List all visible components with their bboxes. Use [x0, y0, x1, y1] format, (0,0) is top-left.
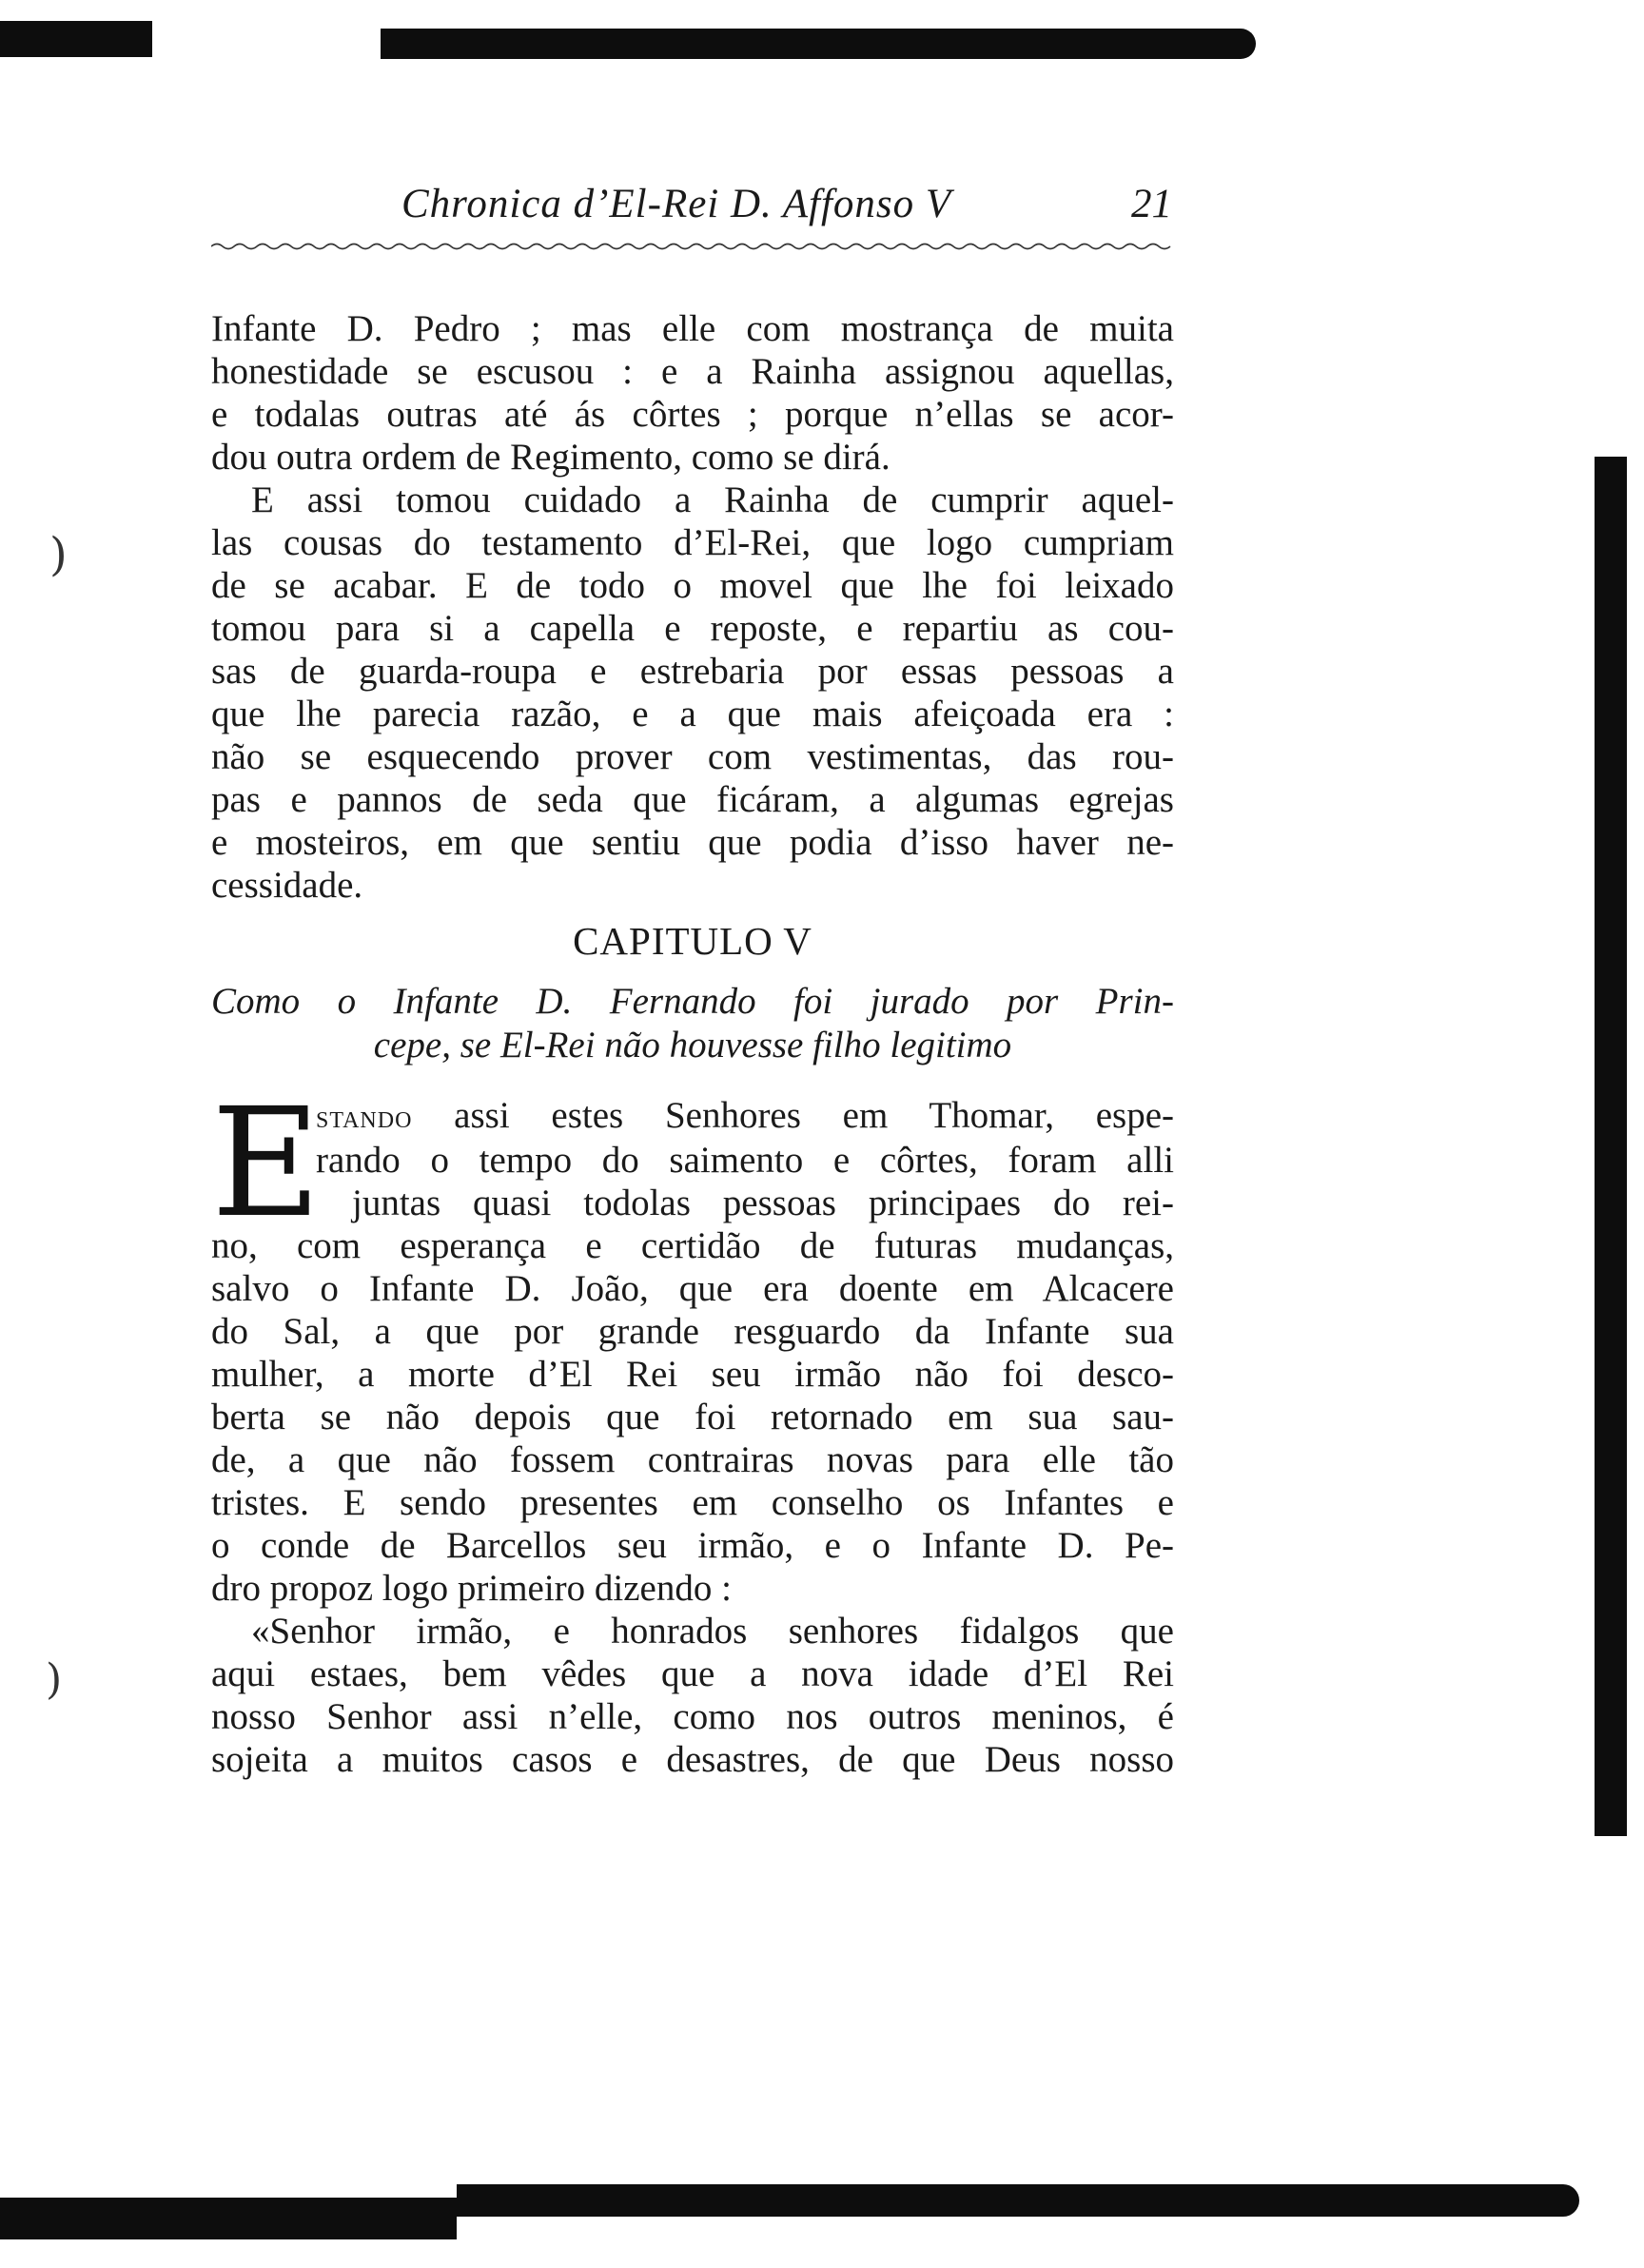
text-line: aqui estaes, bem vêdes que a nova idade d’El Rei	[211, 1653, 1174, 1694]
margin-mark: )	[49, 528, 68, 581]
text-line: o conde de Barcellos seu irmão, e o Infante D. Pe-	[211, 1525, 1174, 1566]
text-line: honestidade se escusou : e a Rainha assignou aquellas,	[211, 351, 1174, 392]
text-line: sas de guarda-roupa e estrebaria por essas pessoas a	[211, 651, 1174, 692]
wavy-rule	[211, 242, 1174, 251]
text-line: berta se não depois que foi retornado em sua sau-	[211, 1397, 1174, 1437]
text-line: sojeita a muitos casos e desastres, de que Deus nosso	[211, 1739, 1174, 1780]
text-line: E assi tomou cuidado a Rainha de cumprir aquel-	[251, 479, 1174, 520]
running-head	[211, 181, 1172, 238]
paragraph-1	[211, 307, 1174, 479]
text-line: juntas quasi todolas pessoas principaes do rei-	[352, 1183, 1174, 1223]
text-line: nosso Senhor assi n’elle, como nos outros meninos, é	[211, 1696, 1174, 1737]
text-line: pas e pannos de seda que ficáram, a algumas egrejas	[211, 779, 1174, 820]
text-line: não se esquecendo prover com vestimentas, das rou-	[211, 736, 1174, 777]
running-head-title: Chronica d’El-Rei D. Affonso V	[401, 182, 952, 226]
paragraph-3	[211, 1076, 1174, 1610]
text-line: rando o tempo do saimento e côrtes, foram alli	[316, 1140, 1174, 1181]
text-line: no, com esperança e certidão de futuras mudanças,	[211, 1225, 1174, 1266]
scan-edge-bottom-left	[0, 2198, 457, 2239]
text-line: dro propoz logo primeiro dizendo :	[211, 1568, 732, 1609]
text-line: de, a que não fossem contrairas novas para elle tão	[211, 1439, 1174, 1480]
text-line: salvo o Infante D. João, que era doente em Alcacere	[211, 1268, 1174, 1309]
text-line: dou outra ordem de Regimento, como se dirá.	[211, 437, 890, 478]
drop-cap	[211, 1076, 322, 1251]
text-segment: assi estes Senhores em Thomar, espe-	[412, 1095, 1174, 1136]
text-line: cessidade.	[211, 865, 363, 906]
text-line: mulher, a morte d’El Rei seu irmão não foi desco-	[211, 1354, 1174, 1395]
text-line: e todalas outras até ás côrtes ; porque n’ellas se acor-	[211, 394, 1174, 435]
scan-edge-top-left	[0, 21, 152, 57]
smallcaps-word: stando	[316, 1100, 413, 1135]
chapter-subtitle-line: cepe, se El-Rei não houvesse filho legitimo	[373, 1025, 1012, 1066]
text-line: las cousas do testamento d’El-Rei, que logo cumpriam	[211, 522, 1174, 563]
body-text	[211, 307, 1174, 1781]
scan-edge-top	[381, 29, 1256, 59]
text-line: do Sal, a que por grande resguardo da Infante sua	[211, 1311, 1174, 1352]
paragraph-2	[211, 479, 1174, 907]
chapter-subtitle-line: Como o Infante D. Fernando foi jurado por Prin-	[211, 981, 1174, 1022]
text-line: Infante D. Pedro ; mas elle com mostrança de muita	[211, 308, 1174, 349]
text-line: que lhe parecia razão, e a que mais afeiçoada era :	[211, 694, 1174, 734]
text-line: tristes. E sendo presentes em conselho os Infantes e	[211, 1482, 1174, 1523]
text-line: «Senhor irmão, e honrados senhores fidalgos que	[251, 1611, 1174, 1652]
drop-cap-letter: E	[211, 1076, 322, 1251]
paragraph-4	[211, 1610, 1174, 1781]
text-line: tomou para si a capella e reposte, e repartiu as cou-	[211, 608, 1174, 649]
scan-edge-bottom	[457, 2184, 1579, 2217]
text-line: de se acabar. E de todo o movel que lhe foi leixado	[211, 565, 1174, 606]
page-number: 21	[1131, 182, 1172, 226]
chapter-heading: CAPITULO V	[573, 919, 812, 963]
text-line	[211, 1094, 1174, 1139]
margin-mark: )	[46, 1655, 63, 1704]
scan-edge-right	[1595, 457, 1627, 1836]
text-line: e mosteiros, em que sentiu que podia d’isso haver ne-	[211, 822, 1174, 863]
